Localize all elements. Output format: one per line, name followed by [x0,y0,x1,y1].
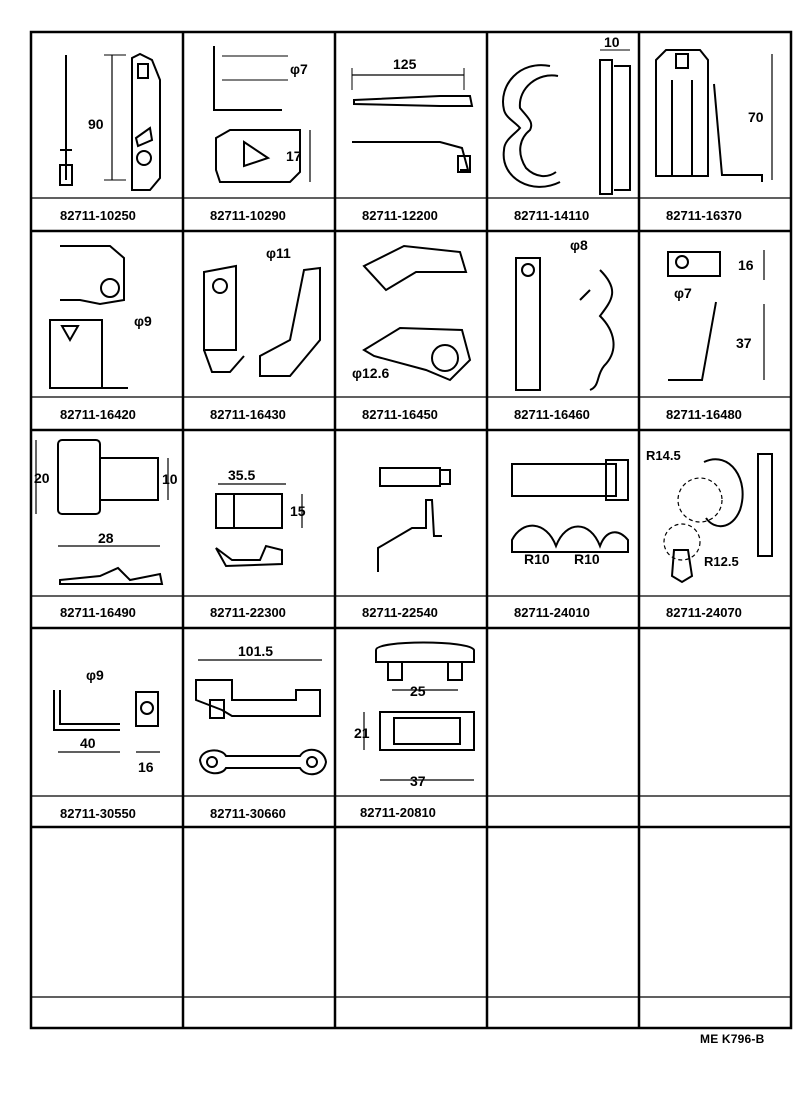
part-drawing-22300 [216,484,302,566]
dim-22300-355: 35.5 [228,467,256,483]
part-label-24010: 82711-24010 [514,605,590,620]
dim-16370-70: 70 [748,109,764,125]
part-label-16370: 82711-16370 [666,208,742,223]
dim-20810-21: 21 [354,725,370,741]
part-label-22300: 82711-22300 [210,605,286,620]
dim-16480-phi7: φ7 [674,285,692,301]
dim-24010-r10b: R10 [574,551,600,567]
part-drawing-14110 [503,50,630,194]
part-label-16480: 82711-16480 [666,407,742,422]
dim-30550-phi9: φ9 [86,667,104,683]
dim-16420-phi9: φ9 [134,313,152,329]
part-drawing-16460 [516,258,614,390]
part-label-16460: 82711-16460 [514,407,590,422]
dim-30660-1015: 101.5 [238,643,274,659]
part-drawing-22540 [378,468,450,572]
dim-10250-90: 90 [88,116,104,132]
dim-20810-37: 37 [410,773,426,789]
part-label-16430: 82711-16430 [210,407,286,422]
dim-14110-10: 10 [604,34,620,50]
dim-16490-10: 10 [162,471,178,487]
part-label-30660: 82711-30660 [210,806,286,821]
part-label-16490: 82711-16490 [60,605,136,620]
dim-16430-phi11: φ11 [266,245,291,261]
part-label-14110: 82711-14110 [514,208,590,223]
part-label-22540: 82711-22540 [362,605,438,620]
part-drawing-16430 [204,266,320,376]
grid-frame [31,32,791,1028]
part-drawing-30660 [196,660,326,774]
dim-16490-20: 20 [34,470,50,486]
part-label-16450: 82711-16450 [362,407,438,422]
part-drawing-16420 [50,246,128,388]
dim-24070-r145: R14.5 [646,448,681,463]
part-label-10290: 82711-10290 [210,208,286,223]
part-drawing-10250 [60,54,160,190]
dim-16450-phi126: φ12.6 [352,365,390,381]
part-label-24070: 82711-24070 [666,605,742,620]
dim-20810-25: 25 [410,683,426,699]
part-drawing-16450 [364,246,470,380]
part-drawing-24010 [512,460,628,552]
dim-16490-28: 28 [98,530,114,546]
dim-16460-phi8: φ8 [570,237,588,253]
dim-10290-17: 17 [286,148,302,164]
part-drawing-12200 [352,68,472,172]
part-drawing-20810 [364,643,474,781]
dim-12200-125: 125 [393,56,417,72]
part-label-30550: 82711-30550 [60,806,136,821]
part-label-12200: 82711-12200 [362,208,438,223]
part-label-16420: 82711-16420 [60,407,136,422]
dim-30550-40: 40 [80,735,96,751]
dim-16480-16: 16 [738,257,754,273]
drawing-reference-code: ME K796-B [700,1032,765,1046]
dim-24010-r10a: R10 [524,551,550,567]
part-drawing-16490 [36,440,168,584]
part-label-20810: 82711-20810 [360,805,436,820]
dim-16480-37: 37 [736,335,752,351]
dim-22300-15: 15 [290,503,306,519]
part-label-10250: 82711-10250 [60,208,136,223]
dim-10290-phi7: φ7 [290,61,308,77]
part-drawing-30550 [54,690,160,752]
dim-30550-16: 16 [138,759,154,775]
dim-24070-r125: R12.5 [704,554,739,569]
